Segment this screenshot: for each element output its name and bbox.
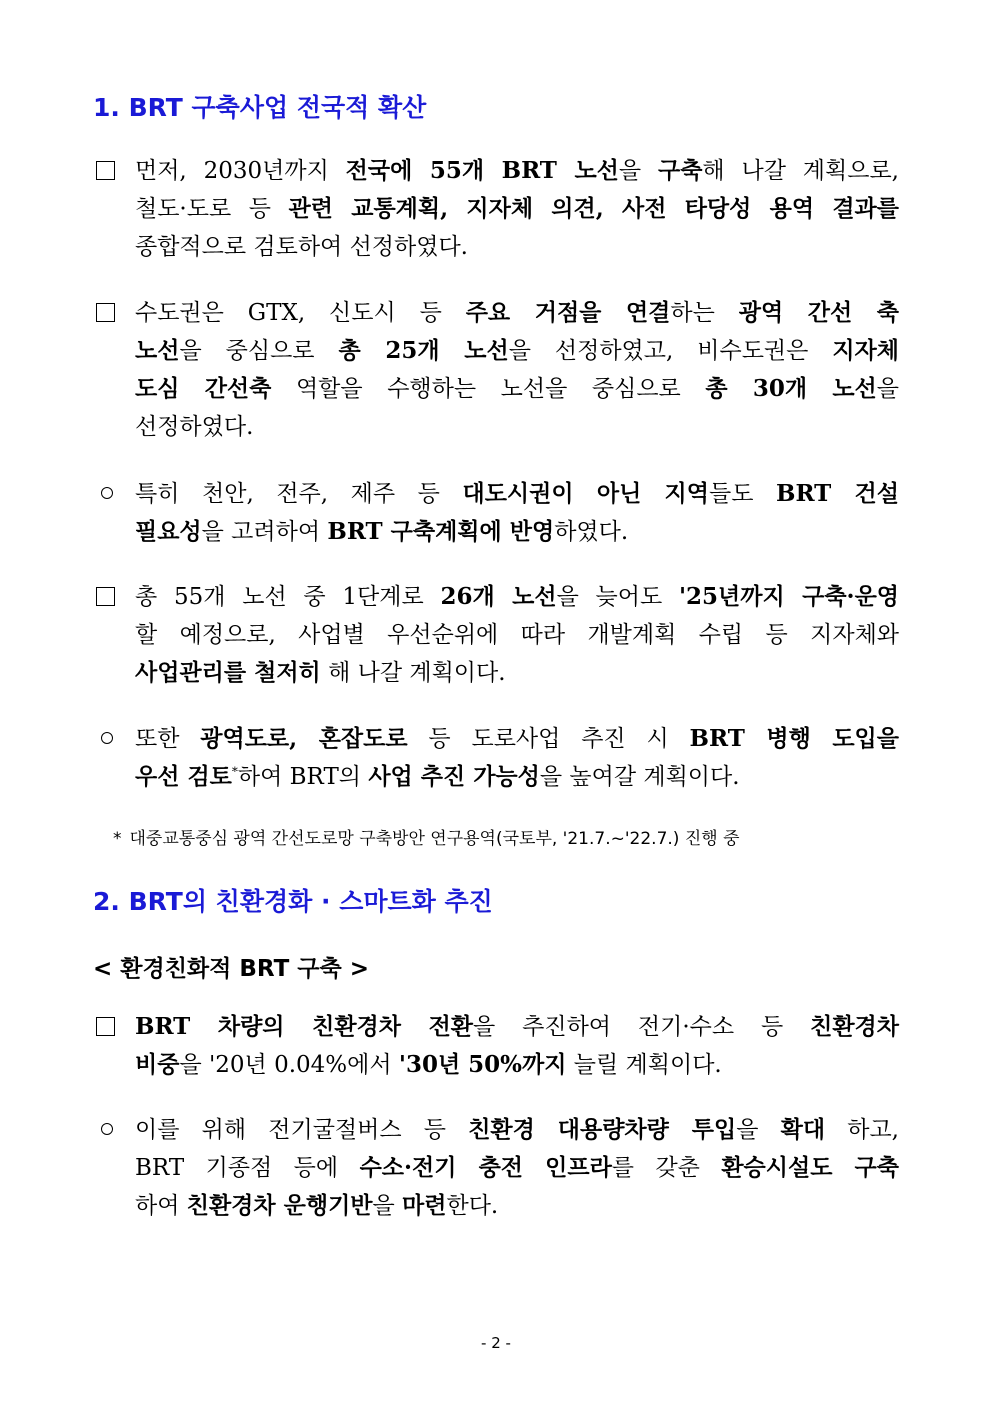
paragraph-circle-3 bbox=[93, 1111, 899, 1225]
paragraph-box-4 bbox=[93, 1008, 899, 1084]
checkbox-bullet-icon bbox=[96, 587, 115, 606]
text-line: 노선을 중심으로 총 25개 노선을 선정하였고, 비수도권은 지자체 bbox=[135, 337, 899, 364]
circle-bullet-icon bbox=[101, 732, 113, 744]
paragraph-circle-1 bbox=[93, 475, 899, 551]
checkbox-bullet-icon bbox=[96, 161, 115, 180]
text-line: 철도·도로 등 관련 교통계획, 지자체 의견, 사전 타당성 용역 결과를 bbox=[135, 195, 899, 222]
text-line: 사업관리를 철저히 해 나갈 계획이다. bbox=[135, 659, 506, 686]
text-line: 먼저, 2030년까지 전국에 55개 BRT 노선을 구축해 나갈 계획으로, bbox=[135, 157, 899, 184]
text-line: 필요성을 고려하여 BRT 구축계획에 반영하였다. bbox=[135, 518, 629, 545]
paragraph-box-1 bbox=[93, 152, 899, 266]
text-line: 특히 천안, 전주, 제주 등 대도시권이 아닌 지역들도 BRT 건설 bbox=[135, 480, 899, 507]
footnote-marker: * bbox=[231, 764, 238, 779]
text-line: 선정하였다. bbox=[135, 414, 254, 440]
circle-bullet-icon bbox=[101, 487, 113, 499]
footnote bbox=[113, 824, 740, 849]
text-line: BRT 차량의 친환경차 전환을 추진하여 전기·수소 등 친환경차 bbox=[135, 1013, 899, 1040]
text-line: 총 55개 노선 중 1단계로 26개 노선을 늦어도 '25년까지 구축·운영 bbox=[135, 583, 900, 610]
paragraph-box-2 bbox=[93, 294, 899, 446]
paragraph-circle-2 bbox=[93, 720, 899, 796]
section-2-title: 2. BRT의 친환경화 · 스마트화 추진 bbox=[93, 887, 493, 916]
text-line: 하여 친환경차 운행기반을 마련한다. bbox=[135, 1192, 499, 1219]
text-line: 비중을 '20년 0.04%에서 '30년 50%까지 늘릴 계획이다. bbox=[135, 1051, 722, 1078]
subsection-title: < 환경친화적 BRT 구축 > bbox=[93, 956, 369, 982]
paragraph-box-3 bbox=[93, 578, 899, 692]
text-line: 종합적으로 검토하여 선정하였다. bbox=[135, 234, 468, 260]
text-line: 또한 광역도로, 혼잡도로 등 도로사업 추진 시 BRT 병행 도입을 bbox=[135, 725, 899, 752]
footnote-text: 대중교통중심 광역 간선도로망 구축방안 연구용역(국토부, '21.7.~'22.7.) 진행 중 bbox=[129, 829, 740, 849]
text-line: BRT 기종점 등에 수소·전기 충전 인프라를 갖춘 환승시설도 구축 bbox=[135, 1154, 899, 1181]
text-line: 수도권은 GTX, 신도시 등 주요 거점을 연결하는 광역 간선 축 bbox=[135, 299, 899, 326]
text-line: 이를 위해 전기굴절버스 등 친환경 대용량차량 투입을 확대 하고, bbox=[135, 1116, 899, 1143]
text-line: 우선 검토*하여 BRT의 사업 추진 가능성을 높여갈 계획이다. bbox=[135, 763, 740, 790]
circle-bullet-icon bbox=[101, 1123, 113, 1135]
section-1-title: 1. BRT 구축사업 전국적 확산 bbox=[93, 93, 427, 122]
checkbox-bullet-icon bbox=[96, 303, 115, 322]
page-number: - 2 - bbox=[481, 1334, 511, 1352]
checkbox-bullet-icon bbox=[96, 1017, 115, 1036]
footnote-star: * bbox=[113, 829, 122, 849]
text-line: 할 예정으로, 사업별 우선순위에 따라 개발계획 수립 등 지자체와 bbox=[135, 622, 899, 648]
text-line: 도심 간선축 역할을 수행하는 노선을 중심으로 총 30개 노선을 bbox=[135, 375, 899, 402]
